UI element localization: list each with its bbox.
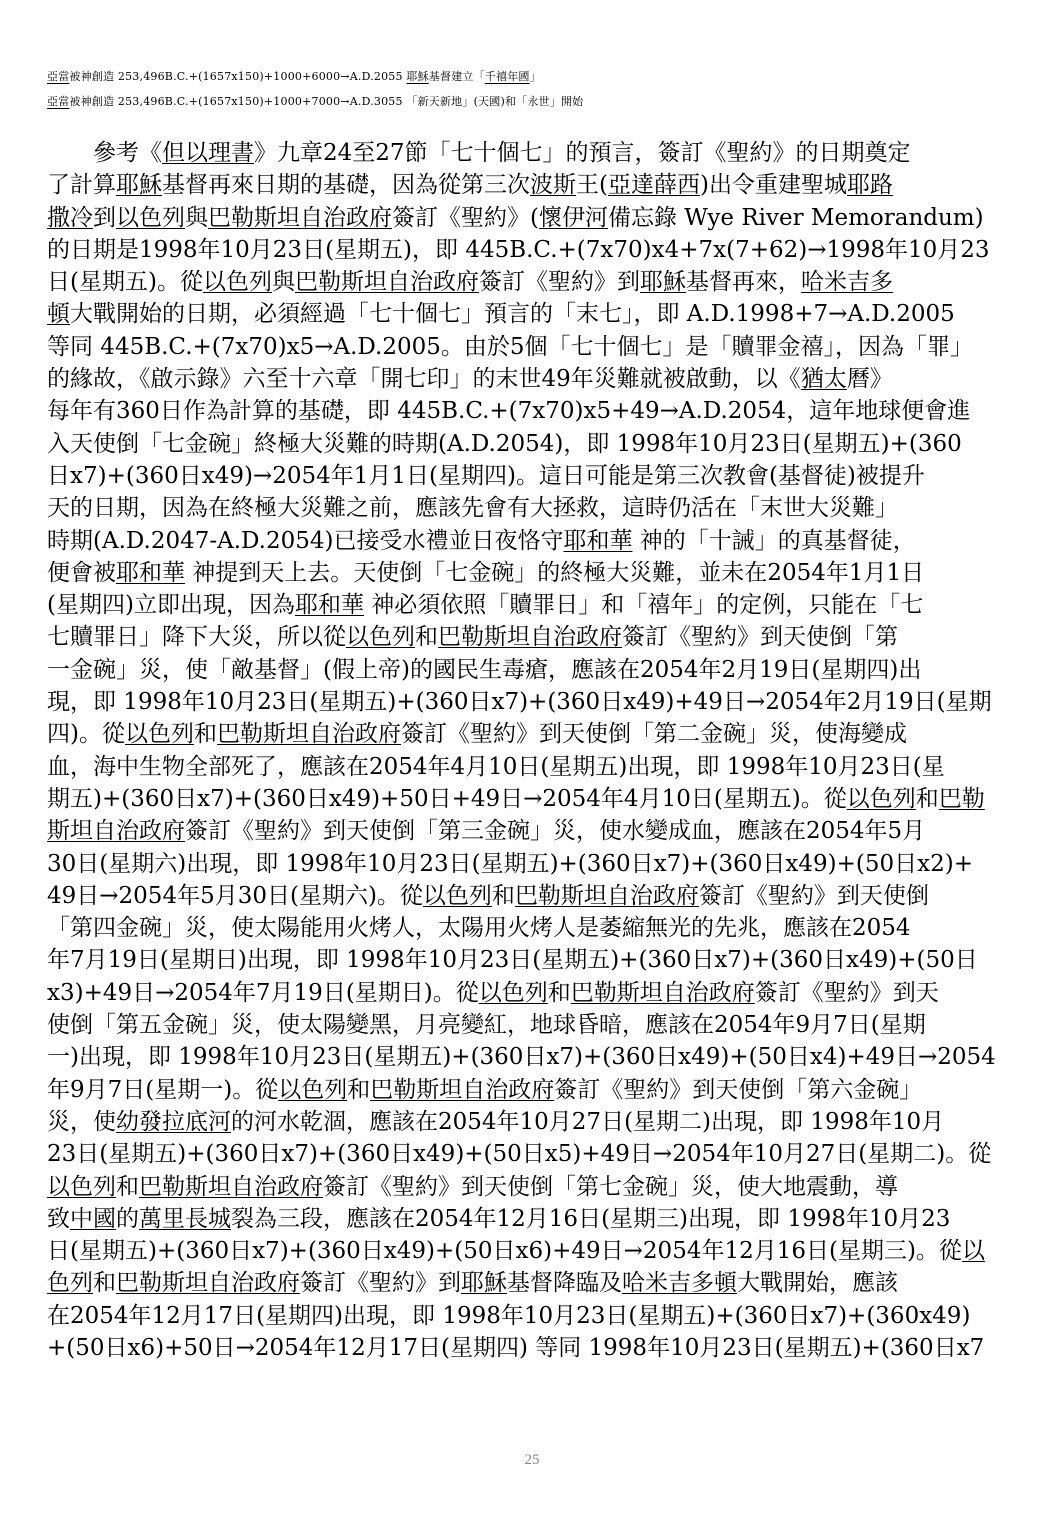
underlined-term: 巴勒斯坦自治政府 <box>116 1270 300 1297</box>
text-line <box>47 848 1023 880</box>
text-run: 七贖罪日」降下大災，所以從 <box>47 624 346 651</box>
text-run: 期五)+(360日x7)+(360日x49)+50日+49日→2054年4月10日(星期五)。從 <box>47 785 847 812</box>
underlined-term: 色列 <box>47 1270 93 1297</box>
text-line <box>47 783 1023 815</box>
text-run: 日x7)+(360日x49)→2054年1月1日(星期四)。這日可能是第三次教會(基督徒)被提升 <box>47 462 925 489</box>
underlined-term: 猶太 <box>800 366 847 393</box>
text-run: 備忘錄 Wye River Memorandum) <box>607 204 984 231</box>
underlined-term: 耶路 <box>846 172 893 199</box>
underlined-term: 耶和華 <box>563 527 633 554</box>
text-run: 的 <box>116 1205 139 1232</box>
text-run: 23日(星期五)+(360日x7)+(360日x49)+(50日x5)+49日→2054年10月27日(星期二)。從 <box>47 1141 992 1168</box>
underlined-term: 以色列 <box>846 785 916 812</box>
text-run: 年9月7日(星期一)。從 <box>47 1076 279 1103</box>
text-run: 神提到天上去。天使倒「七金碗」的終極大災難，並未在2054年1月1日 <box>185 559 925 586</box>
text-run: 與 <box>271 269 295 296</box>
underlined-term: 波斯 <box>530 172 576 199</box>
text-run: 和 <box>491 882 515 909</box>
underlined-term: 以色列 <box>346 624 415 651</box>
text-line <box>47 557 1023 589</box>
text-run: 被神創造 253,496B.C.+(1657x150)+1000+6000→A.D.2055 <box>69 70 407 83</box>
text-line <box>47 654 1023 686</box>
text-run: 一金碗」災，使「敵基督」(假上帝)的國民生毒瘡，應該在2054年2月19日(星期四)出 <box>47 656 922 683</box>
text-run: 30日(星期六)出現，即 1998年10月23日(星期五)+(360日x7)+(360日x49)+(50日x2)+ <box>47 850 973 877</box>
text-line <box>47 331 1023 363</box>
underlined-term: 亞當 <box>47 95 70 108</box>
text-run: 和 <box>93 1270 116 1297</box>
text-line <box>47 1267 1023 1299</box>
underlined-term: 耶穌 <box>406 70 429 83</box>
text-line <box>47 1171 1023 1203</box>
text-run: 和 <box>915 785 939 812</box>
text-run: 的緣故，《啟示錄》六至十六章「開七印」的末世49年災難就被啟動，以《 <box>47 366 801 393</box>
text-run: 》九章24至27節「七十個七」的預言，簽訂《聖約》的日期奠定 <box>254 140 911 166</box>
underlined-term: 亞當 <box>47 70 70 83</box>
text-run: )出令重建聖城 <box>699 172 847 199</box>
text-line <box>47 525 1023 557</box>
text-line <box>47 169 1023 201</box>
text-run: 簽訂《聖約》到天使倒「第三金碗」災，使水變成血，應該在2054年5月 <box>185 818 926 845</box>
text-run: 和 <box>193 721 217 748</box>
text-run: 災，使 <box>47 1108 116 1135</box>
text-line <box>47 1106 1023 1138</box>
body-paragraph <box>47 137 1023 1364</box>
text-run: 王( <box>576 172 608 199</box>
text-run: 使倒「第五金碗」災，使太陽變黑，月亮變紅，地球昏暗，應該在2054年9月7日(星期 <box>47 1012 926 1039</box>
text-run: +(50日x6)+50日→2054年12月17日(星期四) 等同 1998年10月23日(星期五)+(360日x7 <box>47 1334 985 1361</box>
text-run: 參考《 <box>93 140 162 166</box>
text-line <box>47 363 1023 395</box>
text-line <box>47 1009 1023 1041</box>
text-run: 每年有360日作為計算的基礎，即 445B.C.+(7x70)x5+49→A.D.2054，這年地球便會進 <box>47 398 971 425</box>
underlined-term: 以色列 <box>202 269 272 296</box>
text-line <box>47 815 1023 847</box>
text-run: 年7月19日(星期日)出現，即 1998年10月23日(星期五)+(360日x7)+(360日x49)+(50日 <box>47 947 978 974</box>
underlined-term: 以色列 <box>278 1076 348 1103</box>
text-run: 的河水乾涸，應該在2054年10月27日(星期二)出現，即 1998年10月 <box>231 1108 945 1135</box>
underlined-term: 巴勒斯坦自治政府 <box>216 721 401 748</box>
underlined-term: 斯坦自治政府 <box>47 818 185 845</box>
underlined-term: 以色列 <box>422 882 492 909</box>
text-run: 和 <box>116 1173 139 1200</box>
text-line <box>47 718 1023 750</box>
text-run: 簽訂《聖約》到 <box>478 269 640 296</box>
underlined-term: 亞達薛西 <box>607 172 700 199</box>
text-run: 四)。從 <box>47 721 125 748</box>
text-run: 簽訂《聖約》到天使倒「第 <box>622 624 898 651</box>
text-run: 簽訂《聖約》到天使倒 <box>698 882 929 909</box>
text-run: 基督再來， <box>685 269 801 296</box>
text-line <box>47 298 1023 330</box>
text-line <box>47 1203 1023 1235</box>
text-run: (星期四)立即出現，因為 <box>47 592 295 619</box>
text-run: 大戰開始，應該 <box>737 1270 898 1297</box>
underlined-term: 但以理書 <box>162 140 254 166</box>
underlined-term: 以色列 <box>116 204 185 231</box>
page-number: 25 <box>524 1452 540 1468</box>
text-run: 日(星期五)+(360日x7)+(360日x49)+(50日x6)+49日→2054年12月16日(星期三)。從 <box>47 1238 962 1265</box>
text-run: 和 <box>347 1076 371 1103</box>
text-run: 天的日期，因為在終極大災難之前，應該先會有大拯救，這時仍活在「末世大災難」 <box>47 495 898 522</box>
text-line <box>47 234 1023 266</box>
text-run: 和 <box>547 979 571 1006</box>
text-run: 」 <box>529 70 541 83</box>
underlined-term: 耶和華 <box>116 559 185 586</box>
text-run: 時期(A.D.2047-A.D.2054)已接受水禮並日夜恪守 <box>47 527 564 554</box>
underlined-term: 以色列 <box>47 1173 116 1200</box>
text-line <box>47 977 1023 1009</box>
underlined-term: 幼發拉底河 <box>116 1108 231 1135</box>
text-line <box>47 589 1023 621</box>
underlined-term: 巴勒斯坦自治政府 <box>514 882 699 909</box>
underlined-term: 巴勒 <box>938 785 985 812</box>
underlined-term: 耶穌 <box>116 172 162 199</box>
text-line <box>47 428 1023 460</box>
text-run: 簽訂《聖約》到天 <box>754 979 939 1006</box>
text-line <box>47 880 1023 912</box>
text-run: 裂為三段，應該在2054年12月16日(星期三)出現，即 1998年10月23 <box>231 1205 951 1232</box>
underlined-term: 懷伊河 <box>538 204 608 231</box>
underlined-term: 以色列 <box>124 721 194 748</box>
text-run: 「第四金碗」災，使太陽能用火烤人，太陽用火烤人是萎縮無光的先兆，應該在2054 <box>47 915 911 942</box>
text-run: 日(星期五)。從 <box>47 269 203 296</box>
underlined-term: 耶穌 <box>639 269 686 296</box>
text-line <box>47 1041 1023 1073</box>
text-run: 致 <box>47 1205 70 1232</box>
text-run: 神的「十誡」的真基督徒， <box>632 527 916 554</box>
text-line <box>47 621 1023 653</box>
text-run: 等同 445B.C.+(7x70)x5→A.D.2005。由於5個「七十個七」是「贖罪金禧」，因為「罪」 <box>47 333 973 360</box>
text-line <box>47 1300 1023 1332</box>
underlined-term: 以 <box>961 1238 985 1265</box>
text-run: 血，海中生物全部死了，應該在2054年4月10日(星期五)出現，即 1998年10月23日(星 <box>47 753 945 780</box>
text-line <box>47 395 1023 427</box>
text-run: 的日期是1998年10月23日(星期五)，即 445B.C.+(7x70)x4+7x(7+62)→1998年10月23 <box>47 236 990 263</box>
text-run: 入天使倒「七金碗」終極大災難的時期(A.D.2054)，即 1998年10月23日(星期五)+(360 <box>47 430 962 457</box>
text-line <box>47 202 1023 234</box>
text-run: 大戰開始的日期，必須經過「七十個七」預言的「末七」，即 A.D.1998+7→A.D.2005 <box>70 301 955 328</box>
text-line <box>47 1235 1023 1267</box>
underlined-term: 巴勒斯坦自治政府 <box>294 269 479 296</box>
text-line <box>47 492 1023 524</box>
text-run: 簽訂《聖約》到天使倒「第六金碗」 <box>554 1076 923 1103</box>
underlined-term: 耶和華 <box>294 592 364 619</box>
underlined-term: 哈米吉多頓 <box>622 1270 737 1297</box>
text-run: 基督建立「 <box>428 70 485 83</box>
text-line <box>47 1074 1023 1106</box>
underlined-term: 巴勒斯坦自治政府 <box>370 1076 555 1103</box>
text-run: 簽訂《聖約》( <box>392 204 539 231</box>
text-line <box>47 89 1027 114</box>
underlined-term: 頓 <box>47 301 70 328</box>
text-run: 與 <box>185 204 208 231</box>
text-run: 在2054年12月17日(星期四)出現，即 1998年10月23日(星期五)+(360日x7)+(360x49) <box>47 1302 971 1329</box>
text-line <box>47 751 1023 783</box>
text-run: 到 <box>93 204 116 231</box>
underlined-term: 千禧年國 <box>484 70 530 83</box>
text-line <box>47 1138 1023 1170</box>
underlined-term: 哈米吉多 <box>800 269 893 296</box>
text-run: 曆》 <box>846 366 893 393</box>
text-run: 被神創造 253,496B.C.+(1657x150)+1000+7000→A.D.3055 「新天新地」(天國)和「永世」開始 <box>69 95 584 108</box>
text-run: 簽訂《聖約》到天使倒「第二金碗」災，使海變成 <box>400 721 907 748</box>
text-run: 基督降臨及 <box>507 1270 622 1297</box>
text-run: 現，即 1998年10月23日(星期五)+(360日x7)+(360日x49)+49日→2054年2月19日(星期 <box>47 689 992 716</box>
underlined-term: 以色列 <box>478 979 548 1006</box>
text-run: 一)出現，即 1998年10月23日(星期五)+(360日x7)+(360日x49)+(50日x4)+49日→2054 <box>47 1044 996 1071</box>
header-notes <box>47 64 1027 114</box>
text-line <box>47 686 1023 718</box>
text-run: 和 <box>415 624 438 651</box>
underlined-term: 巴勒斯坦自治政府 <box>208 204 392 231</box>
text-run: 簽訂《聖約》到 <box>300 1270 461 1297</box>
text-run: 神必須依照「贖罪日」和「禧年」的定例，只能在「七 <box>363 592 924 619</box>
text-line <box>47 137 1023 169</box>
text-run: 基督再來日期的基礎，因為從第三次 <box>162 172 530 199</box>
underlined-term: 中國 <box>70 1205 116 1232</box>
text-line <box>47 912 1023 944</box>
underlined-term: 巴勒斯坦自治政府 <box>570 979 755 1006</box>
text-line <box>47 266 1023 298</box>
text-run: 了計算 <box>47 172 116 199</box>
text-line <box>47 64 1027 89</box>
text-run: x3)+49日→2054年7月19日(星期日)。從 <box>47 979 479 1006</box>
text-line <box>47 944 1023 976</box>
text-run: 便會被 <box>47 559 116 586</box>
underlined-term: 萬里長城 <box>139 1205 231 1232</box>
text-line <box>47 1332 1023 1364</box>
underlined-term: 巴勒斯坦自治政府 <box>139 1173 323 1200</box>
text-line <box>47 460 1023 492</box>
underlined-term: 撒冷 <box>47 204 93 231</box>
underlined-term: 巴勒斯坦自治政府 <box>438 624 622 651</box>
underlined-term: 耶穌 <box>461 1270 507 1297</box>
text-run: 49日→2054年5月30日(星期六)。從 <box>47 882 423 909</box>
text-run: 簽訂《聖約》到天使倒「第七金碗」災，使大地震動，導 <box>323 1173 898 1200</box>
